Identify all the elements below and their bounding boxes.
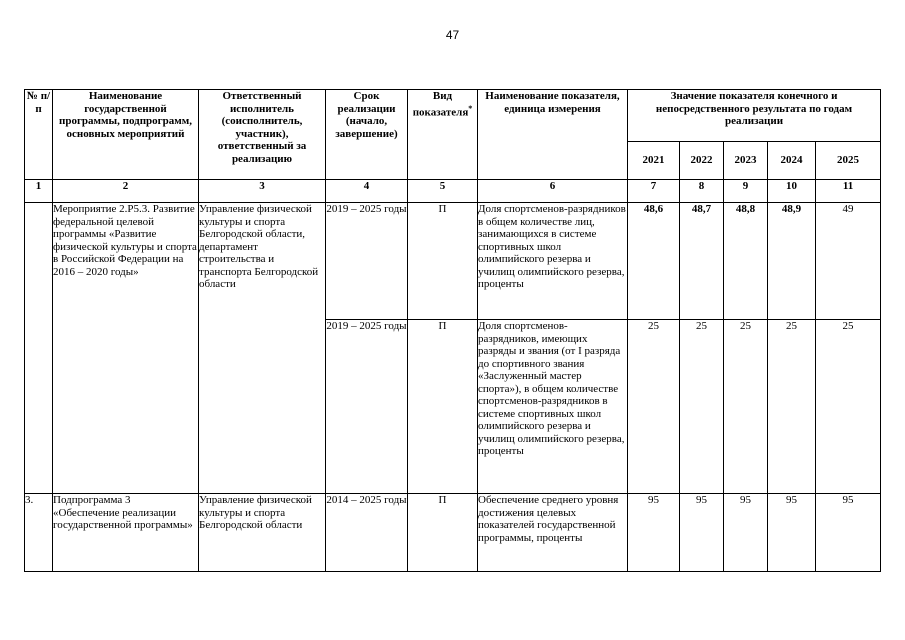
value-2024: 25	[768, 320, 816, 494]
executor: Управление физической культуры и спорта Белгородской области	[199, 494, 326, 572]
indicator-name: Обеспечение среднего уровня достижения целевых показателей государственной программы, проценты	[478, 494, 628, 572]
column-number: 3	[199, 180, 326, 203]
row-number: 3.	[25, 494, 53, 572]
header-executor: Ответственный исполнитель (соисполнитель, участник), ответственный за реализацию	[199, 90, 326, 180]
indicator-type: П	[408, 320, 478, 494]
header-year: 2024	[768, 142, 816, 180]
header-num: № п/п	[25, 90, 53, 180]
column-number: 9	[724, 180, 768, 203]
value-2024: 48,9	[768, 203, 816, 320]
column-number: 11	[816, 180, 881, 203]
executor: Управление физической культуры и спорта Белгородской области, департамент строительства и транспорта Белгородской области	[199, 203, 326, 494]
indicator-type: П	[408, 203, 478, 320]
header-year: 2023	[724, 142, 768, 180]
column-number: 1	[25, 180, 53, 203]
header-year: 2022	[680, 142, 724, 180]
value-2022: 95	[680, 494, 724, 572]
header-term: Срок реализации (начало, завершение)	[326, 90, 408, 180]
footnote-mark: *	[468, 103, 473, 113]
program-name: Подпрограмма 3 «Обеспечение реализации государственной программы»	[53, 494, 199, 572]
value-2022: 48,7	[680, 203, 724, 320]
indicator-type: П	[408, 494, 478, 572]
header-year: 2025	[816, 142, 881, 180]
table-row	[25, 494, 881, 572]
term: 2019 – 2025 годы	[326, 320, 408, 494]
header-year: 2021	[628, 142, 680, 180]
page-number: 47	[445, 28, 460, 42]
header-indicator-type-label: Вид показателя	[412, 90, 469, 119]
column-number: 4	[326, 180, 408, 203]
program-name: Мероприятие 2.P5.3. Развитие федеральной целевой программы «Развитие физической культуры и спорта в Российской Федерации на 2016 – 2020 годы»	[53, 203, 199, 494]
header-indicator-type	[408, 90, 478, 180]
table-row	[25, 203, 881, 320]
value-2023: 95	[724, 494, 768, 572]
column-number: 6	[478, 180, 628, 203]
header-indicator-name: Наименование показателя, единица измерения	[478, 90, 628, 180]
row-number	[25, 203, 53, 494]
value-2021: 95	[628, 494, 680, 572]
value-2021: 25	[628, 320, 680, 494]
column-number: 7	[628, 180, 680, 203]
value-2023: 25	[724, 320, 768, 494]
header-values-group: Значение показателя конечного и непосредственного результата по годам реализации	[628, 90, 881, 142]
term: 2019 – 2025 годы	[326, 203, 408, 320]
column-number: 2	[53, 180, 199, 203]
value-2025: 25	[816, 320, 881, 494]
indicators-table	[24, 89, 881, 572]
header-program-name: Наименование государственной программы, подпрограмм, основных мероприятий	[53, 90, 199, 180]
indicator-name: Доля спортсменов-разрядников в общем количестве лиц, занимающихся в системе спортивных школ олимпийского резерва и училищ олимпийского резерва, проценты	[478, 203, 628, 320]
value-2024: 95	[768, 494, 816, 572]
column-number: 5	[408, 180, 478, 203]
column-number: 8	[680, 180, 724, 203]
value-2025: 95	[816, 494, 881, 572]
column-number: 10	[768, 180, 816, 203]
term: 2014 – 2025 годы	[326, 494, 408, 572]
indicator-name: Доля спортсменов-разрядников, имеющих разряды и звания (от I разряда до спортивного звания «Заслуженный мастер спорта»), в общем количестве спортсменов-разрядников в системе спортивных школ олимпийского резерва и училищ олимпийского резерва, проценты	[478, 320, 628, 494]
value-2025: 49	[816, 203, 881, 320]
value-2022: 25	[680, 320, 724, 494]
value-2021: 48,6	[628, 203, 680, 320]
value-2023: 48,8	[724, 203, 768, 320]
